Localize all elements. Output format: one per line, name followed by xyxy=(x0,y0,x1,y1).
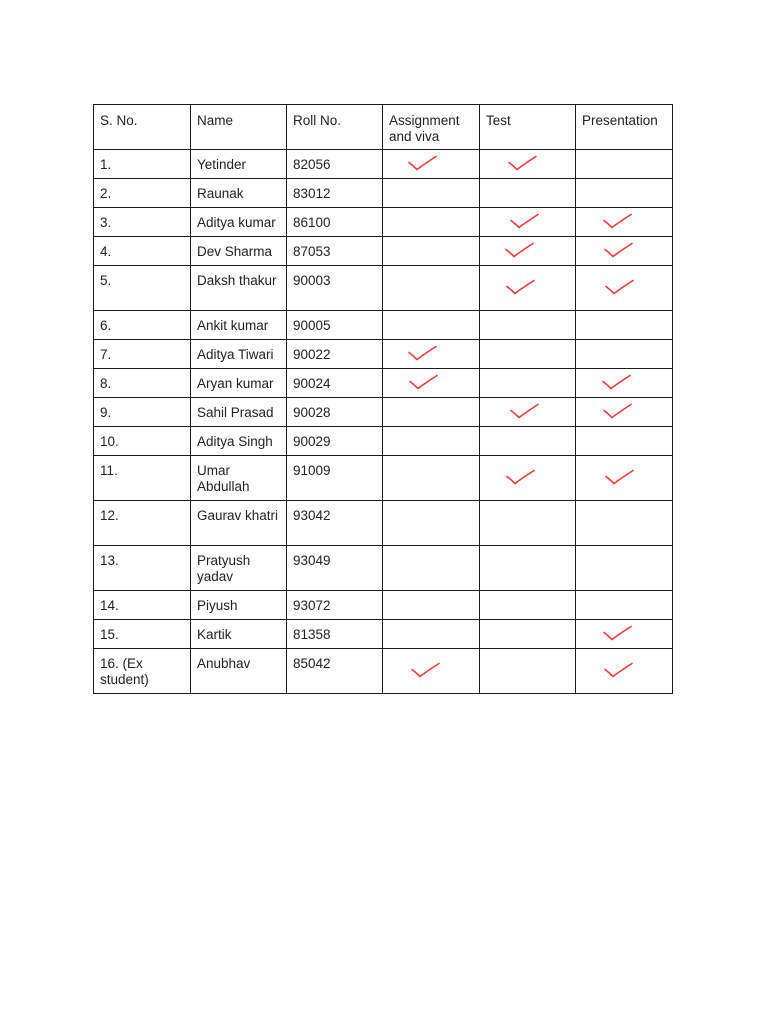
row-presentation-cell xyxy=(576,340,673,369)
row-roll: 82056 xyxy=(287,150,383,179)
row-name: Anubhav xyxy=(191,649,287,694)
row-sno: 14. xyxy=(94,591,191,620)
checkmark-icon xyxy=(480,150,576,178)
row-name: Yetinder xyxy=(191,150,287,179)
row-name: Daksh thakur xyxy=(191,266,287,311)
checkmark-icon xyxy=(576,237,672,265)
row-test-cell xyxy=(480,398,576,427)
row-name: Pratyush yadav xyxy=(191,546,287,591)
row-roll: 90003 xyxy=(287,266,383,311)
row-assignment-viva-cell xyxy=(383,501,480,546)
row-sno: 13. xyxy=(94,546,191,591)
row-name: Sahil Prasad xyxy=(191,398,287,427)
row-assignment-viva-cell xyxy=(383,369,480,398)
row-test-cell xyxy=(480,620,576,649)
row-sno: 6. xyxy=(94,311,191,340)
table-row xyxy=(94,208,673,237)
row-presentation-cell xyxy=(576,591,673,620)
row-assignment-viva-cell xyxy=(383,311,480,340)
row-name: Aditya Tiwari xyxy=(191,340,287,369)
checkmark-icon xyxy=(383,150,479,178)
row-sno: 15. xyxy=(94,620,191,649)
row-assignment-viva-cell xyxy=(383,340,480,369)
column-header-name: Name xyxy=(191,105,287,150)
row-roll: 90028 xyxy=(287,398,383,427)
table-row xyxy=(94,546,673,591)
row-name: Kartik xyxy=(191,620,287,649)
table-row xyxy=(94,150,673,179)
row-name: Aditya Singh xyxy=(191,427,287,456)
row-presentation-cell xyxy=(576,546,673,591)
row-test-cell xyxy=(480,456,576,501)
row-name: Piyush xyxy=(191,591,287,620)
row-presentation-cell xyxy=(576,649,673,694)
row-presentation-cell xyxy=(576,266,673,311)
row-roll: 83012 xyxy=(287,179,383,208)
row-assignment-viva-cell xyxy=(383,620,480,649)
table-row xyxy=(94,456,673,501)
row-test-cell xyxy=(480,591,576,620)
row-sno: 5. xyxy=(94,266,191,311)
table-body xyxy=(94,150,673,694)
student-marks-table xyxy=(93,104,673,694)
row-presentation-cell xyxy=(576,456,673,501)
row-assignment-viva-cell xyxy=(383,649,480,694)
table-row xyxy=(94,369,673,398)
checkmark-icon xyxy=(480,456,576,500)
row-roll: 90005 xyxy=(287,311,383,340)
row-sno: 2. xyxy=(94,179,191,208)
checkmark-icon xyxy=(576,266,672,310)
row-test-cell xyxy=(480,649,576,694)
row-assignment-viva-cell xyxy=(383,266,480,311)
row-name: Aditya kumar xyxy=(191,208,287,237)
row-sno: 12. xyxy=(94,501,191,546)
row-name: Gaurav khatri xyxy=(191,501,287,546)
row-name: Umar Abdullah xyxy=(191,456,287,501)
checkmark-icon xyxy=(576,398,672,426)
row-roll: 91009 xyxy=(287,456,383,501)
row-roll: 93049 xyxy=(287,546,383,591)
row-name: Aryan kumar xyxy=(191,369,287,398)
row-sno: 1. xyxy=(94,150,191,179)
table-row xyxy=(94,340,673,369)
row-assignment-viva-cell xyxy=(383,237,480,266)
row-roll: 86100 xyxy=(287,208,383,237)
checkmark-icon xyxy=(576,369,672,397)
checkmark-icon xyxy=(576,456,672,500)
row-test-cell xyxy=(480,311,576,340)
table-row xyxy=(94,649,673,694)
row-test-cell xyxy=(480,340,576,369)
checkmark-icon xyxy=(576,208,672,236)
row-assignment-viva-cell xyxy=(383,456,480,501)
table-row xyxy=(94,179,673,208)
row-assignment-viva-cell xyxy=(383,546,480,591)
row-test-cell xyxy=(480,266,576,311)
row-sno: 7. xyxy=(94,340,191,369)
checkmark-icon xyxy=(576,649,672,693)
row-name: Raunak xyxy=(191,179,287,208)
row-presentation-cell xyxy=(576,427,673,456)
table-header-row xyxy=(94,105,673,150)
table-row xyxy=(94,237,673,266)
table-row xyxy=(94,591,673,620)
row-name: Dev Sharma xyxy=(191,237,287,266)
row-test-cell xyxy=(480,179,576,208)
row-sno: 3. xyxy=(94,208,191,237)
row-sno: 9. xyxy=(94,398,191,427)
row-presentation-cell xyxy=(576,237,673,266)
row-presentation-cell xyxy=(576,208,673,237)
row-presentation-cell xyxy=(576,501,673,546)
row-presentation-cell xyxy=(576,179,673,208)
table-row xyxy=(94,398,673,427)
table-row xyxy=(94,501,673,546)
row-name: Ankit kumar xyxy=(191,311,287,340)
checkmark-icon xyxy=(480,208,576,236)
row-roll: 93042 xyxy=(287,501,383,546)
row-assignment-viva-cell xyxy=(383,427,480,456)
row-sno: 11. xyxy=(94,456,191,501)
row-assignment-viva-cell xyxy=(383,208,480,237)
checkmark-icon xyxy=(480,398,576,426)
row-roll: 90029 xyxy=(287,427,383,456)
row-sno: 4. xyxy=(94,237,191,266)
row-test-cell xyxy=(480,546,576,591)
row-sno: 10. xyxy=(94,427,191,456)
row-presentation-cell xyxy=(576,369,673,398)
row-roll: 90024 xyxy=(287,369,383,398)
row-assignment-viva-cell xyxy=(383,398,480,427)
row-presentation-cell xyxy=(576,311,673,340)
column-header-sno: S. No. xyxy=(94,105,191,150)
row-presentation-cell xyxy=(576,620,673,649)
column-header-presentation: Presentation xyxy=(576,105,673,150)
row-sno: 8. xyxy=(94,369,191,398)
row-test-cell xyxy=(480,237,576,266)
table-row xyxy=(94,427,673,456)
row-roll: 87053 xyxy=(287,237,383,266)
row-assignment-viva-cell xyxy=(383,179,480,208)
row-roll: 85042 xyxy=(287,649,383,694)
checkmark-icon xyxy=(383,649,479,693)
checkmark-icon xyxy=(383,340,479,368)
row-test-cell xyxy=(480,427,576,456)
row-assignment-viva-cell xyxy=(383,591,480,620)
row-roll: 90022 xyxy=(287,340,383,369)
column-header-test: Test xyxy=(480,105,576,150)
table-row xyxy=(94,620,673,649)
row-presentation-cell xyxy=(576,398,673,427)
checkmark-icon xyxy=(383,369,479,397)
row-test-cell xyxy=(480,369,576,398)
row-sno: 16. (Ex student) xyxy=(94,649,191,694)
row-test-cell xyxy=(480,150,576,179)
checkmark-icon xyxy=(480,237,576,265)
checkmark-icon xyxy=(576,620,672,648)
row-assignment-viva-cell xyxy=(383,150,480,179)
column-header-assignment-viva: Assignment and viva xyxy=(383,105,480,150)
row-roll: 93072 xyxy=(287,591,383,620)
table-row xyxy=(94,311,673,340)
column-header-roll: Roll No. xyxy=(287,105,383,150)
row-presentation-cell xyxy=(576,150,673,179)
checkmark-icon xyxy=(480,266,576,310)
row-test-cell xyxy=(480,501,576,546)
table-row xyxy=(94,266,673,311)
row-test-cell xyxy=(480,208,576,237)
row-roll: 81358 xyxy=(287,620,383,649)
